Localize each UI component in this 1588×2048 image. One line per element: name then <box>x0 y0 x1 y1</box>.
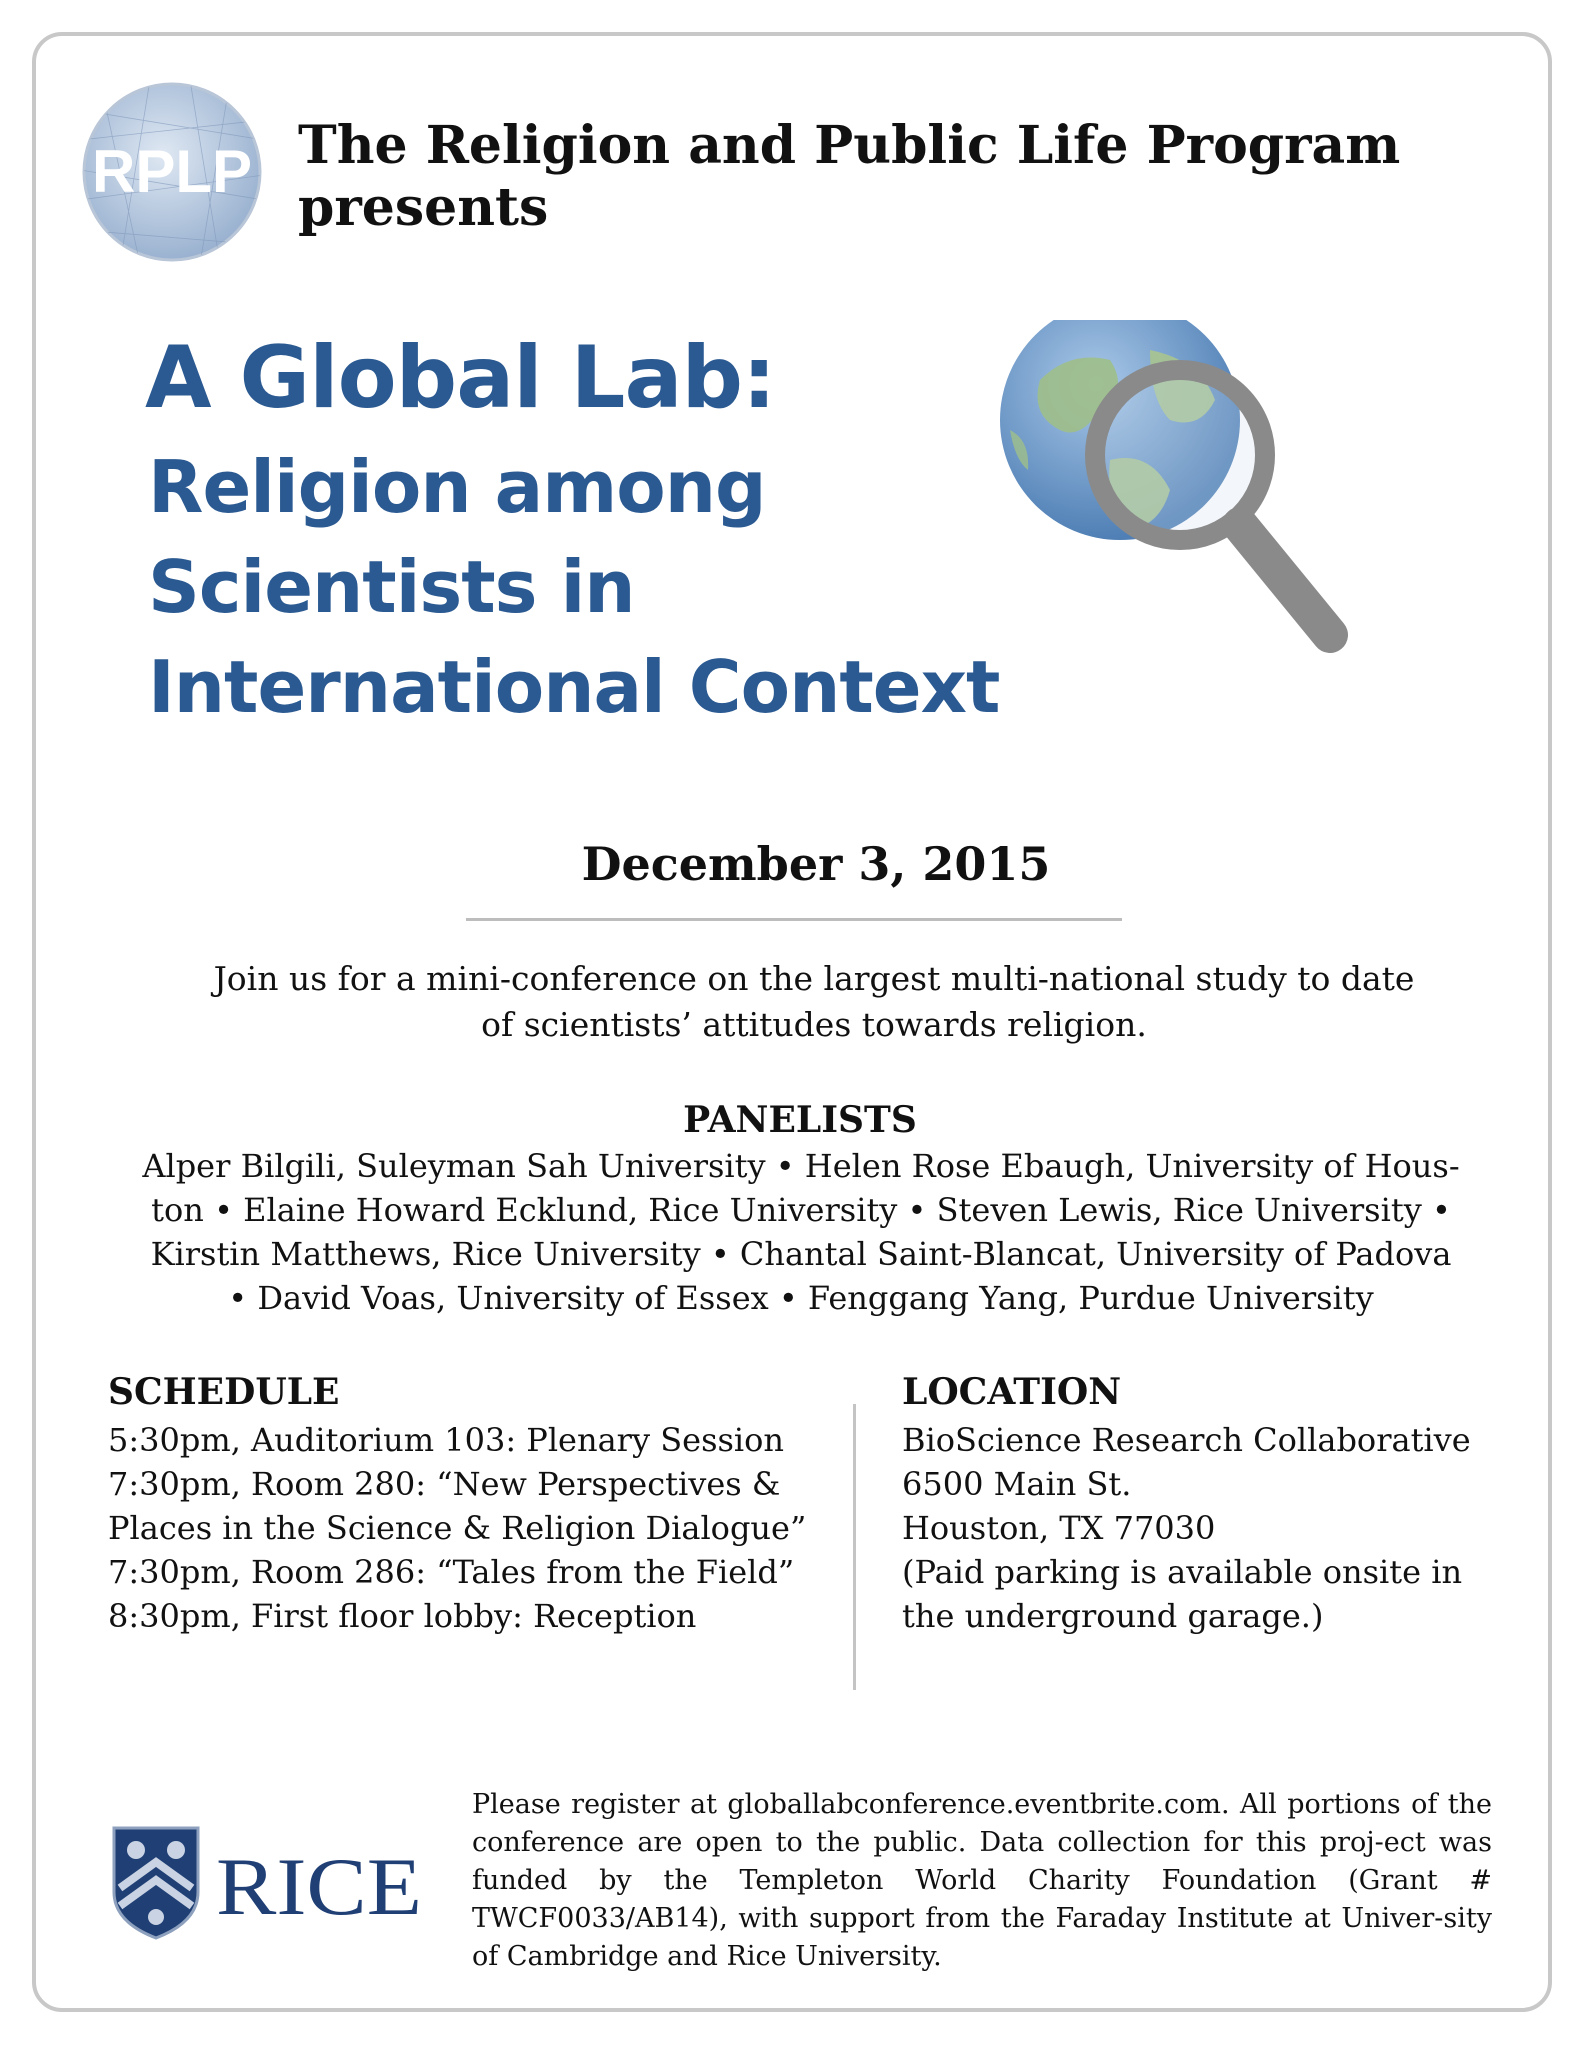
rplp-logo-text: RPLP <box>92 138 252 205</box>
location-line: Houston, TX 77030 <box>902 1509 1216 1547</box>
panelists-line: • David Voas, University of Essex • Fenggang Yang, Purdue University <box>228 1279 1374 1317</box>
rice-logo <box>108 1822 428 1942</box>
panelists-list <box>108 1144 1494 1320</box>
schedule-heading: SCHEDULE <box>108 1371 340 1413</box>
location-line: the underground garage.) <box>902 1597 1324 1635</box>
column-divider <box>853 1404 856 1690</box>
event-description <box>110 956 1518 1048</box>
organization-name: The Religion and Public Life Program <box>298 115 1401 176</box>
registration-info: Please register at globallabconference.eventbrite.com. All portions of the conference are open to the public. Data collection for this proj-ect was funded by the Templeton World Charity Foundation (Grant # TWCF0033/AB14), with support from the Faraday Institute at Univer-sity of Cambridge and Rice University. <box>472 1789 1492 1972</box>
panelists-heading: PANELISTS <box>683 1099 917 1141</box>
description-line: of scientists’ attitudes towards religion. <box>481 1005 1147 1044</box>
schedule-item: 8:30pm, First floor lobby: Reception <box>108 1597 697 1635</box>
location-line: BioScience Research Collaborative <box>902 1421 1471 1459</box>
panelists-line: ton • Elaine Howard Ecklund, Rice University • Steven Lewis, Rice University • <box>151 1191 1451 1229</box>
divider <box>466 918 1122 921</box>
event-subtitle-line: International Context <box>148 645 1000 729</box>
presents-label: presents <box>298 177 549 238</box>
rplp-logo <box>80 80 264 264</box>
location-line: 6500 Main St. <box>902 1465 1132 1503</box>
panelists-line: Alper Bilgili, Suleyman Sah University • Helen Rose Ebaugh, University of Hous- <box>142 1147 1460 1185</box>
location-line: (Paid parking is available onsite in <box>902 1553 1463 1591</box>
schedule-item: 5:30pm, Auditorium 103: Plenary Session <box>108 1421 785 1459</box>
event-subtitle-line: Scientists in <box>148 545 635 629</box>
globe-magnifier-icon <box>1000 320 1380 720</box>
schedule-item: Places in the Science & Religion Dialogue” <box>108 1509 807 1547</box>
event-date: December 3, 2015 <box>581 837 1051 891</box>
description-line: Join us for a mini-conference on the largest multi-national study to date <box>213 959 1415 998</box>
schedule-list <box>108 1418 838 1638</box>
location-heading: LOCATION <box>902 1371 1122 1413</box>
schedule-item: 7:30pm, Room 280: “New Perspectives & <box>108 1465 781 1503</box>
rice-logo-text: RICE <box>216 1841 422 1932</box>
event-title: A Global Lab: <box>145 328 776 428</box>
location-address <box>902 1418 1496 1638</box>
panelists-line: Kirstin Matthews, Rice University • Chantal Saint-Blancat, University of Padova <box>150 1235 1452 1273</box>
event-subtitle-line: Religion among <box>148 445 766 529</box>
schedule-item: 7:30pm, Room 286: “Tales from the Field” <box>108 1553 795 1591</box>
